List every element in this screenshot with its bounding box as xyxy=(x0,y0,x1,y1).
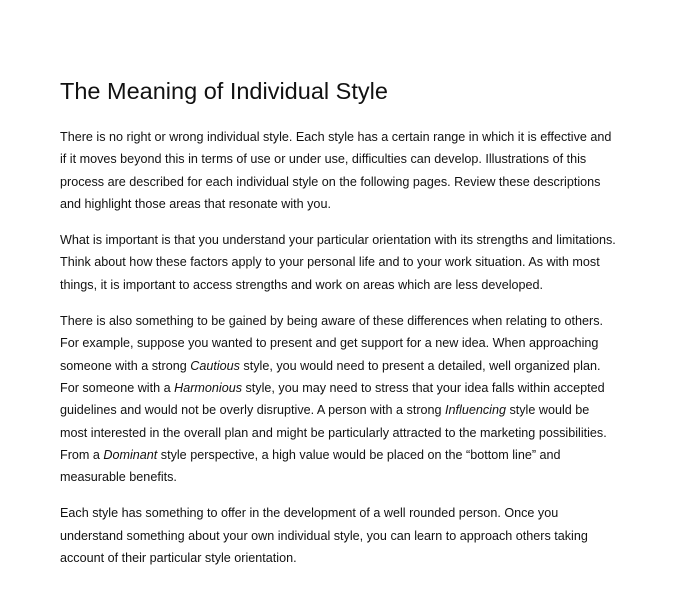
text-run: style would be xyxy=(505,403,590,418)
paragraph-line: understand something about your own individual style, you can learn to approach others taking xyxy=(60,528,588,543)
paragraph-line xyxy=(60,444,620,466)
paragraph-line: things, it is important to access strengths and work on areas which are less developed. xyxy=(60,277,544,292)
paragraph-line xyxy=(60,399,620,421)
paragraph-line: most interested in the overall plan and might be particularly attracted to the marketing possibilities. xyxy=(60,425,607,440)
text-run: guidelines and would not be overly disruptive. A person with a strong xyxy=(60,403,446,418)
paragraph-line xyxy=(60,377,620,399)
text-run: someone with a strong xyxy=(60,358,191,373)
paragraph-line: and highlight those areas that resonate with you. xyxy=(60,196,331,211)
document-page xyxy=(60,76,620,583)
style-name-harmonious: Harmonious xyxy=(174,380,243,395)
text-run: style, you may need to stress that your idea falls within accepted xyxy=(242,380,605,395)
page-title: The Meaning of Individual Style xyxy=(60,78,388,104)
paragraph-relating-to-others xyxy=(60,310,620,488)
paragraph-line: There is also something to be gained by being aware of these differences when relating to others. xyxy=(60,314,604,329)
paragraph-line: Think about how these factors apply to your personal life and to your work situation. As with most xyxy=(60,255,600,270)
paragraph-line: What is important is that you understand your particular orientation with its strengths and limitations. xyxy=(60,233,616,248)
style-name-dominant: Dominant xyxy=(103,447,158,462)
paragraph-line: For example, suppose you wanted to present and get support for a new idea. When approaching xyxy=(60,336,599,351)
paragraph-line: process are described for each individual style on the following pages. Review these descriptions xyxy=(60,174,601,189)
text-run: style, you would need to present a detailed, well organized plan. xyxy=(239,358,601,373)
paragraph-line: There is no right or wrong individual style. Each style has a certain range in which it is effective and xyxy=(60,130,612,144)
style-name-cautious: Cautious xyxy=(190,358,240,373)
paragraph-intro xyxy=(60,126,620,215)
style-name-influencing: Influencing xyxy=(445,403,506,418)
paragraph-conclusion xyxy=(60,502,620,569)
text-run: From a xyxy=(60,447,104,462)
paragraph-line: account of their particular style orientation. xyxy=(60,551,297,566)
text-run: style perspective, a high value would be placed on the “bottom line” and xyxy=(157,447,561,462)
paragraph-line: measurable benefits. xyxy=(60,470,177,485)
paragraph-importance xyxy=(60,229,620,296)
paragraph-line xyxy=(60,355,620,377)
paragraph-line: if it moves beyond this in terms of use or under use, difficulties can develop. Illustrations of this xyxy=(60,152,587,167)
paragraph-line: Each style has something to offer in the development of a well rounded person. Once you xyxy=(60,506,559,521)
text-run: For someone with a xyxy=(60,380,175,395)
